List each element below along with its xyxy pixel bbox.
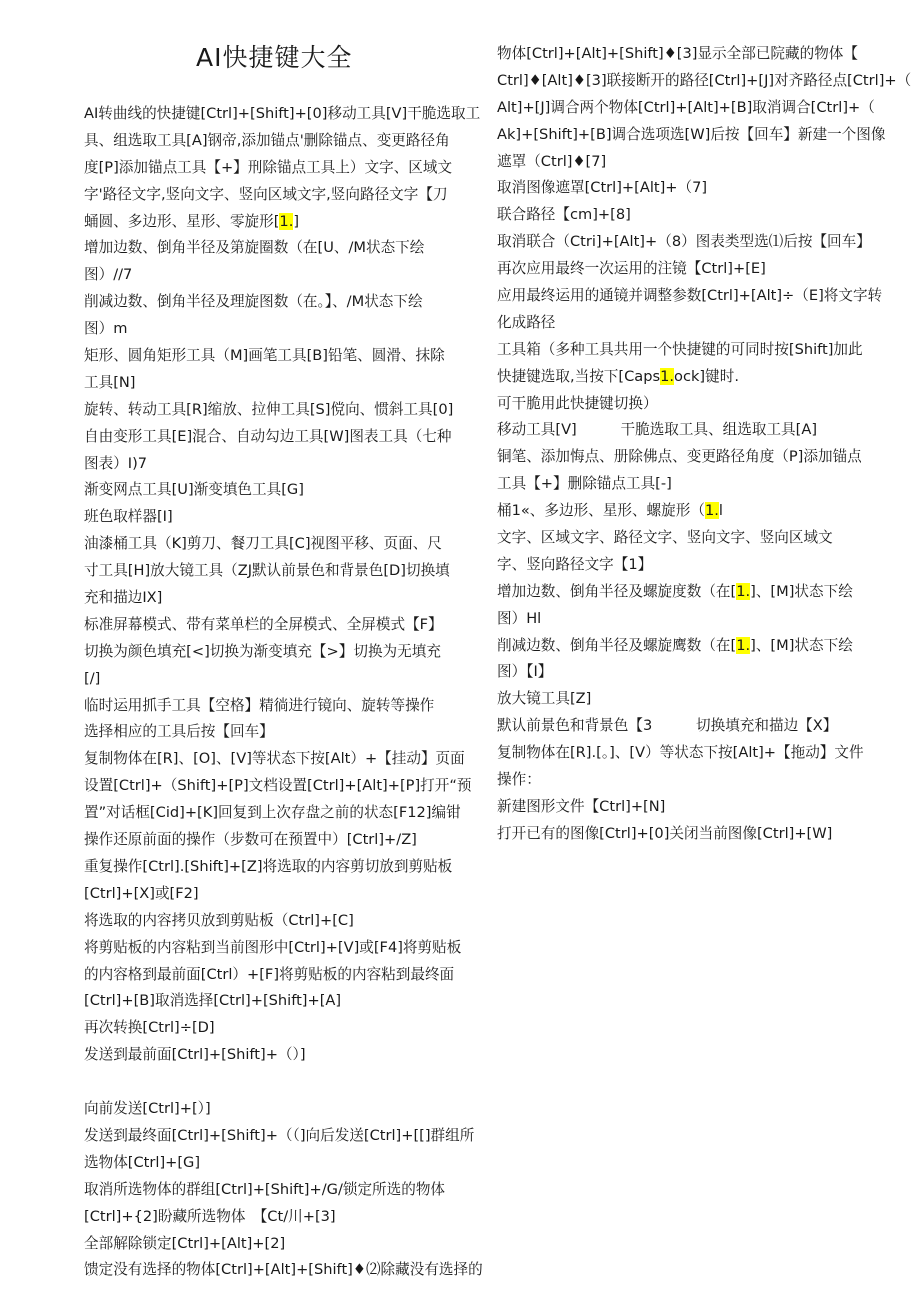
text-line [84,800,472,827]
text-segment: 馈定没有选择的物体[Ctrl]+[Alt]+[Shift]♦⑵除藏没有选择的 [84,1261,483,1279]
text-line [84,1257,483,1284]
text-segment: Ctrl]♦[Alt]♦[3]联接断开的路径[Ctrl]+[J]对齐路径点[Ctrl]+（ [497,71,912,89]
text-line [497,579,887,606]
text-line [497,310,887,337]
text-line [497,175,887,202]
text-segment: [Ctrl]+[B]取消选择[Ctrl]+[Shift]+[A] [84,992,342,1010]
text-line [84,558,472,585]
text-line [84,854,472,881]
text-line [84,155,472,182]
text-segment: 联合路径【cm]+[8] [497,206,631,224]
text-segment: 取消联合（Ctri]+[Alt]+（8）图表类型选⑴后按【回车】 [497,233,871,251]
text-segment: ]、[M]状态下绘 [750,636,853,654]
text-segment: 增加边数、倒角半径及第旋圈数（在[U、/M状态下绘 [84,239,425,257]
text-segment: 标准屏幕模式、带有菜单栏的全屏模式、全屏模式【F】 [84,615,443,633]
text-line [84,666,472,693]
text-segment: 向前发送[Ctrl]+[）] [84,1100,211,1118]
text-line [84,477,472,504]
text-line [84,693,472,720]
text-line [497,633,887,660]
text-line [84,746,472,773]
text-segment: 操作还原前面的操作（步数可在预置中）[Ctrl]+/Z] [84,831,417,849]
highlighted-text: 1. [660,367,675,385]
text-line [497,794,887,821]
text-segment: 取消图像遮罩[Ctrl]+[Alt]+（7] [497,179,708,197]
text-line [84,128,472,155]
right-column [497,41,912,848]
text-line [84,235,472,262]
text-line [84,343,472,370]
text-segment: 切换为颜色填充[<]切换为渐变填充【>】切换为无填充 [84,642,441,660]
text-line [84,1015,472,1042]
text-segment: 选择相应的工具后按【回车】 [84,723,274,741]
text-line [497,256,887,283]
text-line [497,525,887,552]
text-segment: 重复操作[Ctrl].[Shift]+[Z]将选取的内容剪切放到剪贴板 [84,857,453,875]
text-segment: 字'路径文字,竖向文字、竖向区域文字,竖向路径文字【刀 [84,185,448,203]
text-line [84,773,472,800]
text-segment: 将选取的内容拷贝放到剪贴板（Ctrl]+[C] [84,911,354,929]
text-line [497,391,887,418]
text-line [84,209,472,236]
text-segment: 放大镜工具[Z] [497,690,592,708]
text-segment: [Ctrl]+[X]或[F2] [84,884,199,902]
text-line [84,1096,472,1123]
left-column [84,101,483,1284]
text-line [497,229,887,256]
text-line [84,1231,472,1258]
text-segment: 班色取样器[I] [84,508,173,526]
text-segment: 桶1«、多边形、星形、螺旋形（ [497,502,705,520]
text-line [84,424,472,451]
text-segment: ock]键时. [674,367,739,385]
text-segment: 发送到最前面[Ctrl]+[Shift]+（）] [84,1046,306,1064]
text-line [84,1177,472,1204]
text-segment: 图）Hl [497,609,542,627]
text-line [497,821,887,848]
text-segment: Alt]+[J]调合两个物体[Ctrl]+[Alt]+[B]取消调合[Ctrl]+（ [497,98,875,116]
text-line [497,95,887,122]
text-line [84,639,472,666]
highlighted-text: 1. [279,212,294,230]
text-line [497,149,887,176]
text-segment: 削减边数、倒角半径及螺旋鹰数（在[ [497,636,737,654]
document-title: AI快捷键大全 [196,43,353,72]
text-segment: 字、竖向路径文字【1】 [497,555,653,573]
text-line [84,451,472,478]
text-line [497,122,887,149]
text-segment: 度[P]添加锚点工具【+】刑除锚点工具上）文字、区域文 [84,158,453,176]
text-segment: [/] [84,669,101,687]
text-segment: 寸工具[H]放大镜工具（ZJ默认前景色和背景色[D]切换填 [84,562,450,580]
text-line [497,68,912,95]
text-segment: 再次应用最终一次运用的注镜【Ctrl]+[E] [497,260,766,278]
text-line [84,101,481,128]
text-segment: ]、[M]状态下绘 [750,582,853,600]
text-segment: 图表）I)7 [84,454,148,472]
text-segment: [Ctrl]+{2]盼藏所选物体 【Ct/川+[3] [84,1207,336,1225]
text-segment: 油漆桶工具（K]剪刀、餐刀工具[C]视图平移、页面、尺 [84,535,442,553]
text-segment: 将剪贴板的内容粘到当前图形中[Ctrl]+[V]或[F4]将剪贴板 [84,938,462,956]
text-line [84,370,472,397]
text-segment: 打开已有的图像[Ctrl]+[0]关闭当前图像[Ctrl]+[W] [497,824,833,842]
text-line [84,1204,472,1231]
text-line [497,471,887,498]
text-line [497,337,887,364]
text-segment: 全部解除锁定[Ctrl]+[Alt]+[2] [84,1234,286,1252]
text-line [497,364,887,391]
text-segment: l [718,502,723,520]
text-line [497,713,887,740]
text-line [84,935,472,962]
text-segment: 新建图形文件【Ctrl]+[N] [497,797,666,815]
text-segment: 图）【I】 [497,663,553,681]
text-line [84,316,472,343]
text-line [84,988,472,1015]
text-line [84,262,472,289]
highlighted-text: 1. [736,636,751,654]
text-line [497,552,887,579]
text-segment: 可干脆用此快捷键切换） [497,394,658,412]
text-segment: 遮罩（Ctrl]♦[7] [497,152,607,170]
text-line [84,1042,472,1069]
text-line [84,289,472,316]
text-segment: 图）//7 [84,266,133,284]
text-segment: 自由变形工具[E]混合、自动勾边工具[W]图表工具（七种 [84,427,452,445]
text-line [497,659,887,686]
text-line [497,740,887,767]
text-segment: 应用最终运用的通镜并调整参数[Ctrl]+[Alt]÷（E]将文字转 [497,287,883,305]
text-segment: 取消所选物体的群组[Ctrl]+[Shift]+/G/锁定所选的物体 [84,1180,446,1198]
text-segment: 旋转、转动工具[R]缩放、拉伸工具[S]傥向、惯斜工具[0] [84,400,454,418]
text-line [84,1123,475,1150]
text-line [84,531,472,558]
paragraph-gap [84,1069,472,1096]
text-line [84,612,472,639]
text-segment: 置”对话框[Cid]+[K]回复到上次存盘之前的状态[F12]编钳 [84,804,461,822]
text-line [84,397,472,424]
text-line [497,767,887,794]
text-segment: 设置[Ctrl]+（Shift]+[P]文档设置[Ctrl]+[Alt]+[P]打开“预 [84,777,472,795]
text-segment: 工具箱（多种工具共用一个快捷键的可同时按[Shift]加此 [497,340,863,358]
text-segment: 铜笔、添加悔点、册除佛点、变更路径角度（P]添加锚点 [497,448,862,466]
text-segment: 发送到最终面[Ctrl]+[Shift]+（（]向后发送[Ctrl]+[[]群组所 [84,1126,475,1144]
text-segment: 矩形、圆角矩形工具（M]画笔工具[B]铅笔、圆滑、抹除 [84,347,445,365]
text-segment: 临时运用抓手工具【空格】精徜进行镜向、旋转等操作 [84,696,435,714]
text-segment: 再次转换[Ctrl]÷[D] [84,1019,215,1037]
text-segment: 化成路径 [497,313,556,331]
text-segment: 复制物体在[R].[。]、[V）等状态下按[Alt]+【拖动】文件 [497,744,864,762]
text-segment: AI转曲线的快捷键[Ctrl]+[Shift]+[0]移动工具[V]干脆选取工 [84,105,481,122]
text-segment: 增加边数、倒角半径及螺旋度数（在[ [497,582,737,600]
text-segment: 复制物体在[R]、[O]、[V]等状态下按[Alt）+【挂动】页面 [84,750,465,768]
text-segment: 快捷键选取,当按下[Caps [497,367,661,385]
text-segment: 工具【+】删除锚点工具[-] [497,475,672,493]
text-line [84,1150,472,1177]
text-segment: 操作： [497,771,541,789]
text-line [84,962,472,989]
text-segment: 默认前景色和背景色【3 切换填充和描边【X】 [497,717,838,735]
text-segment: 蛹圆、多边形、星形、零旋形[ [84,212,280,230]
text-line [497,417,887,444]
text-segment: 的内容格到最前面[Ctrl）+[F]将剪贴板的内容粘到最终面 [84,965,455,983]
text-segment: 削减边数、倒角半径及理旋图数（在。】、/M状态下绘 [84,293,423,311]
text-segment: Ak]+[Shift]+[B]调合选项选[W]后按【回车】新建一个图像 [497,125,886,143]
text-line [84,881,472,908]
text-line [497,498,887,525]
text-line [497,283,887,310]
text-segment: 工具[N] [84,373,136,391]
text-line [84,504,472,531]
text-segment: 图）m [84,320,128,338]
text-line [497,686,887,713]
text-segment: 充和描边IX] [84,589,163,607]
highlighted-text: 1. [704,502,719,520]
text-line [84,719,472,746]
highlighted-text: 1. [736,582,751,600]
text-segment: 选物体[Ctrl]+[G] [84,1153,201,1171]
text-line [84,182,472,209]
text-line [497,606,887,633]
text-segment: 移动工具[V] 干脆选取工具、组选取工具[A] [497,421,818,439]
text-segment: ] [293,212,300,230]
text-line [84,585,472,612]
text-segment: 文字、区域文字、路径文字、竖向文字、竖向区域文 [497,529,833,547]
text-line [497,202,887,229]
text-segment: 具、组选取工具[A]钢帝,添加锚点'删除锚点、变更路径角 [84,131,450,149]
text-line [84,827,472,854]
text-segment: 渐变网点工具[U]渐变填色工具[G] [84,481,304,499]
text-segment: 物体[Ctrl]+[Alt]+[Shift]♦[3]显示全部已院藏的物体【 [497,45,858,62]
text-line [497,41,887,68]
text-line [497,444,887,471]
text-line [84,908,472,935]
